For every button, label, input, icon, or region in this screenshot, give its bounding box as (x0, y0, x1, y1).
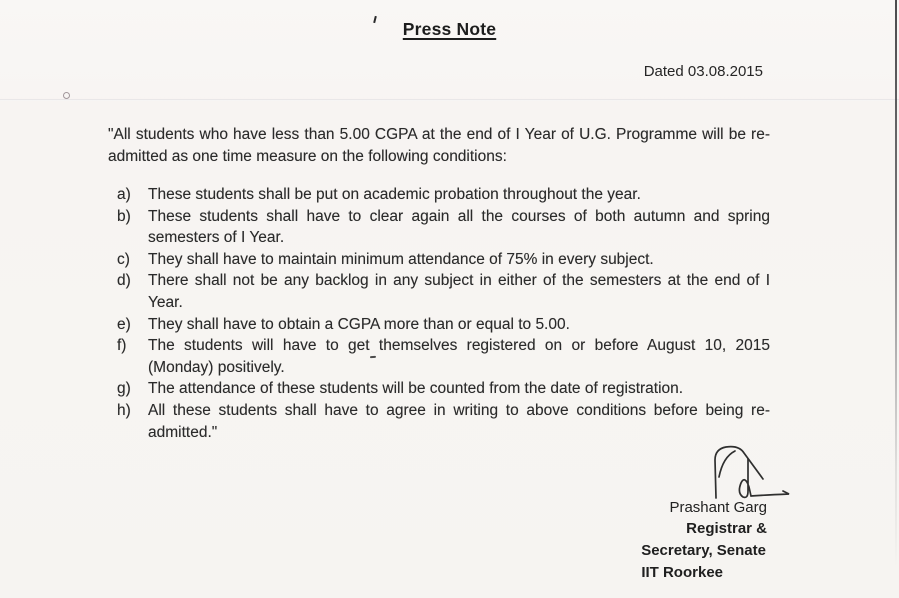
condition-text: These students shall have to clear again all the courses of both autumn and spring semesters of I Year. (148, 207, 770, 247)
condition-text: The students will have to get themselves registered on or before August 10, 2015 (Monday) positively. (148, 337, 770, 376)
scan-seam-line (0, 99, 899, 101)
scan-right-edge-line (895, 0, 897, 598)
condition-item-f (117, 335, 770, 378)
condition-item-d (117, 270, 770, 313)
condition-item-h (117, 400, 770, 443)
condition-label: f) (117, 337, 127, 355)
condition-label: e) (117, 315, 131, 333)
scan-speck-ring (63, 92, 70, 99)
condition-text: They shall have to obtain a CGPA more than or equal to 5.00. (148, 315, 570, 333)
signer-name: Prashant Garg (669, 499, 767, 516)
signature-scribble-icon (695, 441, 800, 503)
intro-paragraph: "All students who have less than 5.00 CGPA at the end of I Year of U.G. Programme will be re-admitted as one time measure on the following conditions: (108, 126, 770, 165)
condition-text: All these students shall have to agree in writing to above conditions before being re-admitted." (148, 401, 770, 441)
condition-text: These students shall be put on academic probation throughout the year. (148, 186, 641, 203)
condition-item-c (117, 249, 770, 271)
condition-label: d) (117, 272, 131, 290)
date-line: Dated 03.08.2015 (643, 63, 763, 80)
condition-text: The attendance of these students will be counted from the date of registration. (148, 380, 684, 398)
condition-label: a) (117, 186, 131, 203)
condition-label: g) (117, 380, 131, 398)
page-title (0, 19, 899, 40)
signer-role-line-2: Secretary, Senate (641, 542, 766, 559)
condition-text: They shall have to maintain minimum attendance of 75% in every subject. (148, 250, 654, 268)
condition-text: There shall not be any backlog in any subject in either of the semesters at the end of I Year. (148, 272, 770, 311)
signer-role-line-1: Registrar & (686, 520, 767, 537)
condition-item-g (117, 378, 770, 400)
condition-item-e (117, 314, 770, 336)
condition-item-b (117, 206, 770, 249)
conditions-list (117, 184, 770, 443)
signer-role-line-3: IIT Roorkee (641, 564, 723, 581)
page-title-text: Press Note (402, 19, 497, 39)
condition-item-a (117, 184, 770, 206)
condition-label: b) (117, 207, 131, 225)
condition-label: h) (117, 401, 131, 419)
condition-label: c) (117, 250, 130, 268)
